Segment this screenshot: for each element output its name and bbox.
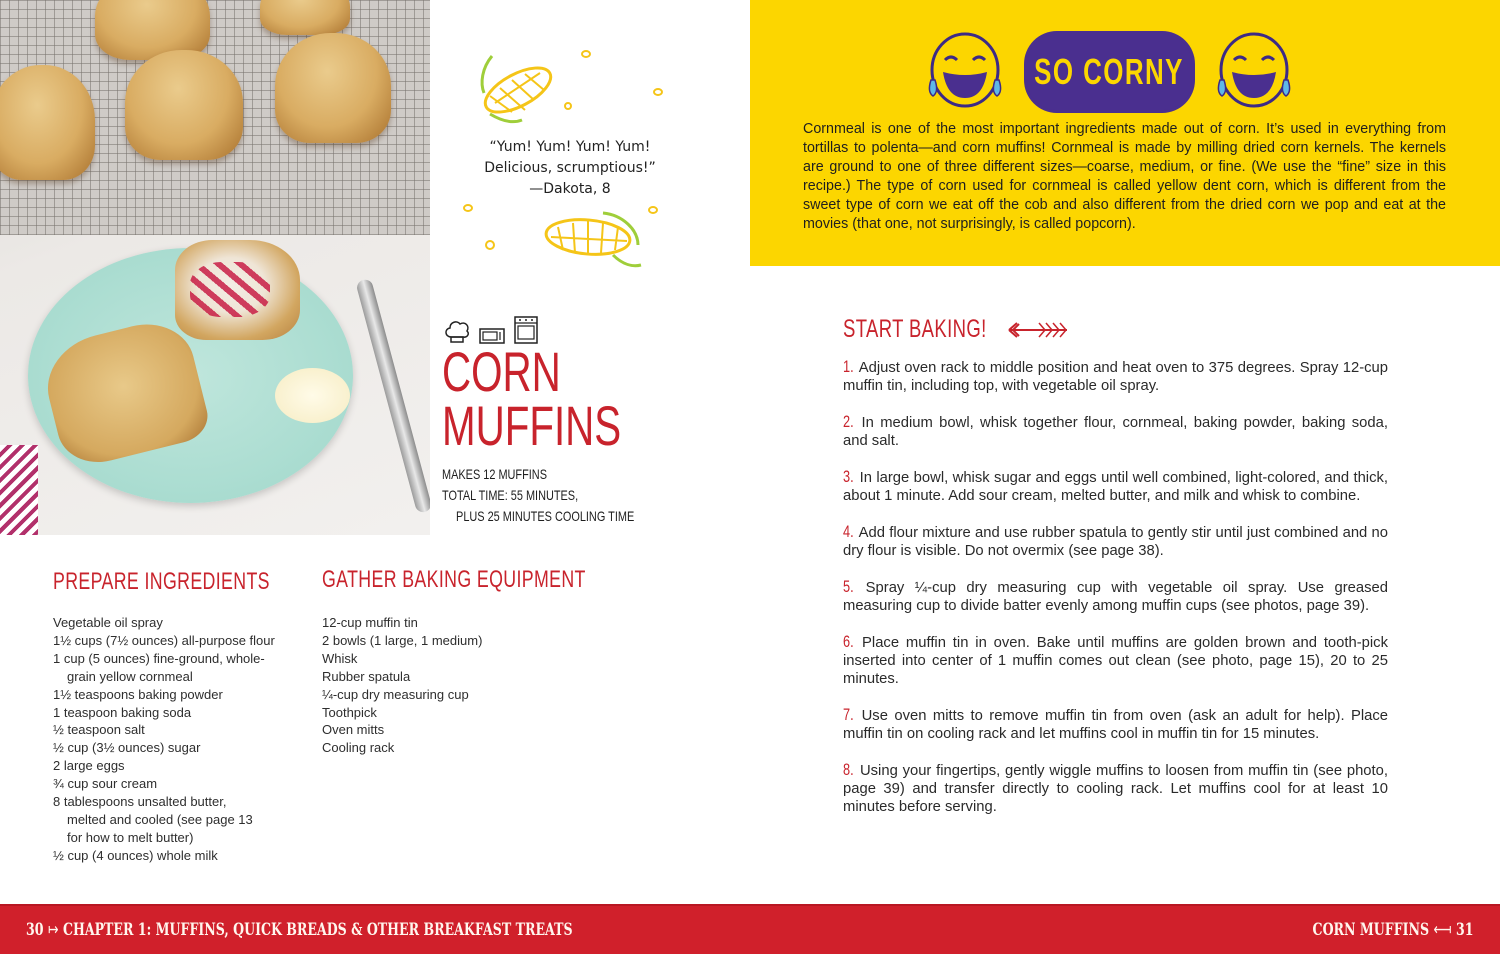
ingredient-item: for how to melt butter) — [67, 829, 194, 845]
ingredient-item: 2 large eggs — [53, 758, 125, 774]
laughing-tears-emoji-icon — [1214, 30, 1294, 114]
total-time-text: TOTAL TIME: 55 MINUTES, — [442, 487, 579, 503]
equipment-list — [322, 614, 582, 757]
step-text: Place muffin tin in oven. Bake until muffins are golden brown and tooth-pick inserted into center of 1 muffin comes out clean (see photo, page 15), 20 to 25 minutes. — [843, 635, 1388, 687]
step-item — [843, 706, 1388, 743]
page-number-right: 31 — [1456, 920, 1474, 940]
equipment-item: Whisk — [322, 650, 358, 666]
quote-attribution: —Dakota, 8 — [529, 181, 611, 197]
ingredient-item: melted and cooled (see page 13 — [67, 811, 253, 827]
step-item — [843, 578, 1388, 615]
step-text: Spray ¼-cup dry measuring cup with vegetable oil spray. Use greased measuring cup to divide batter evenly among muffin cups (see photos, page 39). — [843, 580, 1388, 614]
so-corny-badge — [1027, 34, 1192, 110]
equipment-section — [322, 566, 586, 757]
ingredients-list — [53, 614, 303, 865]
page-footer — [0, 904, 1500, 954]
ingredient-item: 8 tablespoons unsalted butter, — [53, 794, 227, 810]
step-item — [843, 358, 1388, 395]
muffin-image — [0, 65, 95, 180]
page-bottom-margin — [0, 954, 1500, 964]
arrow-right-icon: ↦ — [47, 920, 59, 940]
ingredient-item: ¾ cup sour cream — [53, 776, 158, 792]
equipment-item: Toothpick — [322, 704, 377, 720]
steps-list — [843, 358, 1388, 834]
step-number: 7. — [843, 705, 854, 724]
step-item — [843, 633, 1388, 688]
cooling-time-text: PLUS 25 MINUTES COOLING TIME — [456, 508, 635, 524]
kid-quote — [470, 137, 670, 200]
so-corny-header — [925, 30, 1294, 114]
step-item — [843, 523, 1388, 560]
ingredients-section — [53, 568, 303, 865]
ingredient-item: 1 teaspoon baking soda — [53, 704, 192, 720]
quote-line: “Yum! Yum! Yum! Yum! — [489, 139, 651, 155]
step-text: In large bowl, whisk sugar and eggs until well combined, light-colored, and thick, about 1 minute. Add sour cream, melted butter, and milk and whisk to combine. — [843, 470, 1388, 504]
laughing-tears-emoji-icon — [925, 30, 1005, 114]
butter-knife-image — [355, 278, 430, 514]
ingredient-item: ½ cup (4 ounces) whole milk — [53, 847, 218, 863]
quote-line: Delicious, scrumptious!” — [484, 160, 656, 176]
equipment-item: ¼-cup dry measuring cup — [322, 686, 469, 702]
step-number: 2. — [843, 412, 854, 431]
muffin-image — [260, 0, 350, 35]
equipment-heading: GATHER BAKING EQUIPMENT — [322, 566, 586, 593]
recipe-meta — [442, 464, 634, 527]
step-number: 8. — [843, 760, 854, 779]
step-item — [843, 761, 1388, 816]
so-corny-text: Cornmeal is one of the most important ingredients made out of corn. It’s used in everything from tortillas to polenta—and corn muffins! Cornmeal is made by milling dried corn kernels. The kernels are ground to one of three different sizes—coarse, medium, or fine. (We use the “fine” size in this recipe.) The type of corn used for cornmeal is called yellow dent corn, which is different from the sweet type of corn we eat off the cob and also different from the dried corn we pop and eat at the movies (that one, not surprisingly, is called popcorn). — [803, 121, 1446, 232]
butter-image — [275, 368, 350, 423]
step-text: Add flour mixture and use rubber spatula to gently stir until just combined and no dry flour is visible. Do not overmix (see page 38). — [843, 525, 1389, 559]
equipment-item: Rubber spatula — [322, 668, 411, 684]
towel-image — [0, 445, 38, 535]
ingredient-item: 1½ teaspoons baking powder — [53, 686, 223, 702]
start-baking-heading: START BAKING! — [843, 315, 987, 343]
ingredient-item: grain yellow cornmeal — [67, 668, 193, 684]
running-recipe-title: CORN MUFFINS — [1313, 920, 1430, 940]
recipe-title — [442, 340, 622, 457]
step-item — [843, 468, 1388, 505]
step-text: Using your fingertips, gently wiggle muffins to loosen from muffin tin (see photo, page 39) and transfer directly to cooling rack. Let muffins cool for at least 10 minutes before serving. — [843, 763, 1388, 815]
recipe-title-line: CORN — [442, 340, 561, 403]
step-number: 4. — [843, 522, 854, 541]
recipe-title-line: MUFFINS — [442, 394, 622, 457]
ingredient-item: Vegetable oil spray — [53, 615, 163, 630]
ingredients-heading: PREPARE INGREDIENTS — [53, 568, 270, 595]
step-number: 3. — [843, 467, 854, 486]
step-number: 6. — [843, 632, 854, 651]
equipment-item: Oven mitts — [322, 722, 385, 738]
step-item — [843, 413, 1388, 450]
page-number-left: 30 — [26, 920, 44, 940]
ingredient-item: ½ cup (3½ ounces) sugar — [53, 740, 201, 756]
ingredient-item: 1½ cups (7½ ounces) all-purpose flour — [53, 632, 275, 648]
step-text: Use oven mitts to remove muffin tin from oven (ask an adult for help). Place muffin tin on cooling rack and let muffins cool in muffin tin for 15 minutes. — [843, 708, 1388, 742]
equipment-item: Cooling rack — [322, 740, 395, 756]
arrow-left-icon — [1007, 320, 1069, 340]
arrow-left-icon: ⟻ — [1434, 920, 1453, 940]
recipe-photo — [0, 0, 430, 535]
ingredient-item: 1 cup (5 ounces) fine-ground, whole- — [53, 650, 265, 666]
muffin-image — [275, 33, 391, 143]
step-text: In medium bowl, whisk together flour, cornmeal, baking powder, baking soda, and salt. — [843, 415, 1388, 449]
footer-right — [1313, 920, 1474, 940]
jam-image — [190, 262, 270, 317]
step-number: 1. — [843, 357, 854, 376]
equipment-item: 2 bowls (1 large, 1 medium) — [322, 632, 483, 648]
yield-text: MAKES 12 MUFFINS — [442, 466, 547, 482]
muffin-image — [125, 50, 243, 160]
step-number: 5. — [843, 577, 854, 596]
ingredient-item: ½ teaspoon salt — [53, 722, 145, 738]
footer-left — [26, 920, 573, 940]
chapter-title: CHAPTER 1: MUFFINS, QUICK BREADS & OTHER BREAKFAST TREATS — [62, 920, 573, 940]
start-baking-header — [843, 315, 1069, 344]
so-corny-badge-label: SO CORNY — [1034, 51, 1185, 92]
equipment-item: 12-cup muffin tin — [322, 615, 418, 630]
step-text: Adjust oven rack to middle position and heat oven to 375 degrees. Spray 12-cup muffin tin, including top, with vegetable oil spray. — [843, 360, 1389, 394]
